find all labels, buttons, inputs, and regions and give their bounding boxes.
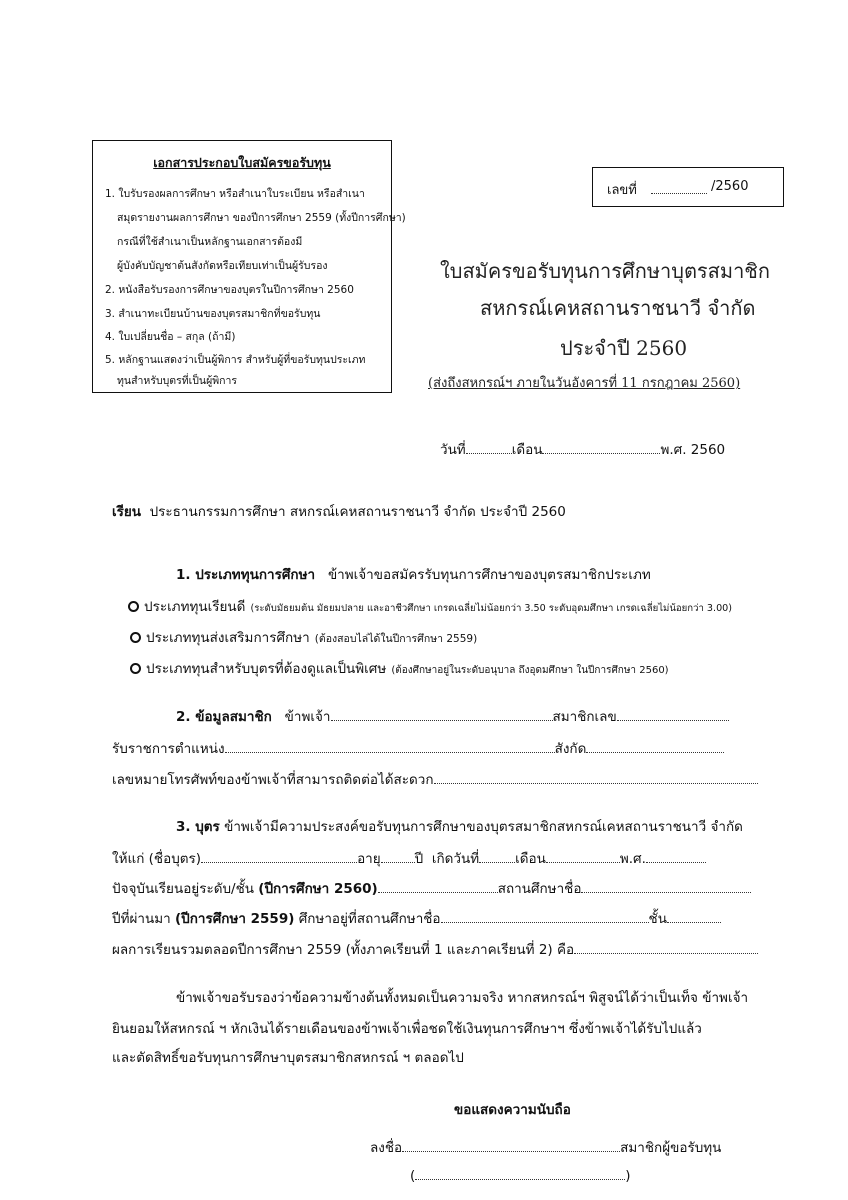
member-no-label: สมาชิกเลข [552,709,617,725]
school-name-field[interactable] [581,879,751,893]
signature-field[interactable] [402,1138,620,1152]
section2-heading: 2. ข้อมูลสมาชิก [176,709,272,725]
option-name: ประเภททุนเรียนดี [144,599,246,615]
close-paren: ) [625,1168,631,1184]
section3-intro: ข้าพเจ้ามีความประสงค์ขอรับทุนการศึกษาของบุตรสมาชิกสหกรณ์เคหสถานราชนาวี จำกัด [224,819,743,835]
past-year-label: ปีที่ผ่านมา [112,911,171,927]
option-detail: (ระดับมัธยมต้น มัธยมปลาย และอาชีวศึกษา เกรดเฉลี่ยไม่น้อยกว่า 3.50 ระดับอุดมศึกษา เกรดเฉลี่ยไม่น้อยกว่า 3.00) [250,603,733,614]
date-line [440,438,725,460]
current-level-label: ปัจจุบันเรียนอยู่ระดับ/ชั้น [112,881,254,897]
affiliation-field[interactable] [586,739,724,753]
option-name: ประเภททุนสำหรับบุตรที่ต้องดูแลเป็นพิเศษ [146,661,387,677]
position-field[interactable] [225,739,555,753]
section3-line1 [176,815,743,837]
doc-line: กรณีที่ใช้สำเนาเป็นหลักฐานเอกสารต้องมี [117,236,303,248]
current-year-label: (ปีการศึกษา 2560) [258,881,378,897]
doc-line: 2. หนังสือรับรองการศึกษาของบุตรในปีการศึกษา 2560 [105,284,354,296]
result-label: ผลการเรียนรวมตลอดปีการศึกษา 2559 (ทั้งภาคเรียนที่ 1 และภาคเรียนที่ 2) คือ [112,942,575,958]
radio-circle-icon[interactable] [130,632,141,643]
doc-line: สมุดรายงานผลการศึกษา ของปีการศึกษา 2559 (ทั้งปีการศึกษา) [117,212,406,224]
option-detail: (ต้องศึกษาอยู่ในระดับอนุบาล ถึงอุดมศึกษา ในปีการศึกษา 2560) [391,665,669,676]
documents-box [92,140,406,393]
scholarship-option[interactable] [130,657,669,679]
date-year-label: พ.ศ. 2560 [660,442,726,458]
radio-circle-icon[interactable] [128,601,139,612]
doc-line: 5. หลักฐานแสดงว่าเป็นผู้พิการ สำหรับผู้ที่ขอรับทุนประเภท [105,354,366,366]
section2-line1 [176,705,729,727]
coop-name: สหกรณ์เคหสถานราชนาวี จำกัด [480,296,756,320]
certification-line: ข้าพเจ้าขอรับรองว่าข้อความข้างต้นทั้งหมดเป็นความจริง หากสหกรณ์ฯ พิสูจน์ได้ว่าเป็นเท็จ ข้าพเจ้า [176,990,749,1006]
closing-text: ขอแสดงความนับถือ [454,1102,571,1118]
scholarship-option[interactable] [128,595,732,617]
radio-circle-icon[interactable] [130,663,141,674]
section1-intro: ข้าพเจ้าขอสมัครรับทุนการศึกษาของบุตรสมาชิกประเภท [327,567,651,583]
option-name: ประเภททุนส่งเสริมการศึกษา [146,630,310,646]
past-school-label: ศึกษาอยู่ที่สถานศึกษาชื่อ [298,911,441,927]
deadline-note: (ส่งถึงสหกรณ์ฯ ภายในวันอังคารที่ 11 กรกฎาคม 2560) [428,376,741,391]
certification-line: ยินยอมให้สหกรณ์ ฯ หักเงินได้รายเดือนของข้าพเจ้าเพื่อชดใช้เงินทุนการศึกษาฯ ซึ่งข้าพเจ้าได้รับไปแล้ว [112,1021,702,1037]
open-paren: ( [410,1168,416,1184]
form-number-year: /2560 [711,179,749,194]
date-day-field[interactable] [466,440,512,454]
birth-month-field[interactable] [546,849,620,863]
section3-line5 [112,938,758,960]
section3-heading: 3. บุตร [176,819,220,835]
certification-line: และตัดสิทธิ์ขอรับทุนการศึกษาบุตรสมาชิกสหกรณ์ ฯ ตลอดไป [112,1050,464,1066]
doc-line: 3. สำเนาทะเบียนบ้านของบุตรสมาชิกที่ขอรับทุน [105,308,321,320]
sign-label: ลงชื่อ [370,1140,403,1156]
current-level-field[interactable] [378,879,498,893]
school-name-label: สถานศึกษาชื่อ [497,881,582,897]
date-day-label: วันที่ [440,442,466,458]
affiliation-label: สังกัด [554,741,587,757]
phone-field[interactable] [434,770,758,784]
section2-line3 [112,768,758,790]
date-month-field[interactable] [542,440,660,454]
form-number-label: เลขที่ [607,183,637,198]
age-field[interactable] [381,849,415,863]
birth-month-label: เดือน [515,851,546,867]
section1-header [176,563,651,585]
past-year-bold: (ปีการศึกษา 2559) [174,911,295,927]
documents-box-title: เอกสารประกอบใบสมัครขอรับทุน [153,155,331,170]
signature-line [370,1136,721,1158]
grade-field[interactable] [667,909,721,923]
doc-line: ผู้บังคับบัญชาต้นสังกัดหรือเทียบเท่าเป็นผู้รับรอง [117,260,328,272]
year-unit-label: ปี [414,851,424,867]
member-name-label: ข้าพเจ้า [284,709,331,725]
birth-year-label: พ.ศ. [619,851,646,867]
salutation-text: ประธานกรรมการศึกษา สหกรณ์เคหสถานราชนาวี จำกัด ประจำปี 2560 [149,504,566,520]
doc-line: 1. ใบรับรองผลการศึกษา หรือสำเนาใบระเบียน หรือสำเนา [105,188,365,200]
date-month-label: เดือน [511,442,543,458]
grade-label: ชั้น [648,911,667,927]
signer-role: สมาชิกผู้ขอรับทุน [620,1140,722,1156]
section3-line3 [112,877,751,899]
section3-line2 [112,847,706,869]
form-year: ประจำปี 2560 [560,336,688,360]
birth-year-field[interactable] [646,849,706,863]
past-school-field[interactable] [441,909,649,923]
member-name-field[interactable] [331,707,553,721]
option-detail: (ต้องสอบไล่ได้ในปีการศึกษา 2559) [314,633,478,645]
salutation [112,500,566,522]
section2-line2 [112,737,724,759]
child-name-field[interactable] [201,849,357,863]
doc-line: ทุนสำหรับบุตรที่เป็นผู้พิการ [117,375,238,387]
printed-name-field[interactable] [415,1166,625,1180]
printed-name-line [410,1166,631,1184]
form-number-field[interactable] [651,180,707,194]
member-no-field[interactable] [617,707,729,721]
section3-line4 [112,907,721,929]
age-label: อายุ [357,851,381,867]
form-number-box [592,167,784,207]
child-name-label: ให้แก่ (ชื่อบุตร) [112,851,202,867]
position-label: รับราชการตำแหน่ง [112,741,225,757]
section1-heading: 1. ประเภททุนการศึกษา [176,567,316,583]
birth-day-label: เกิดวันที่ [431,851,480,867]
form-title: ใบสมัครขอรับทุนการศึกษาบุตรสมาชิก [440,259,770,283]
salutation-label: เรียน [112,504,142,520]
birth-day-field[interactable] [479,849,515,863]
doc-line: 4. ใบเปลี่ยนชื่อ – สกุล (ถ้ามี) [105,331,236,343]
phone-label: เลขหมายโทรศัพท์ของข้าพเจ้าที่สามารถติดต่อได้สะดวก [112,772,434,788]
scholarship-option[interactable] [130,626,477,648]
result-field[interactable] [574,940,758,954]
